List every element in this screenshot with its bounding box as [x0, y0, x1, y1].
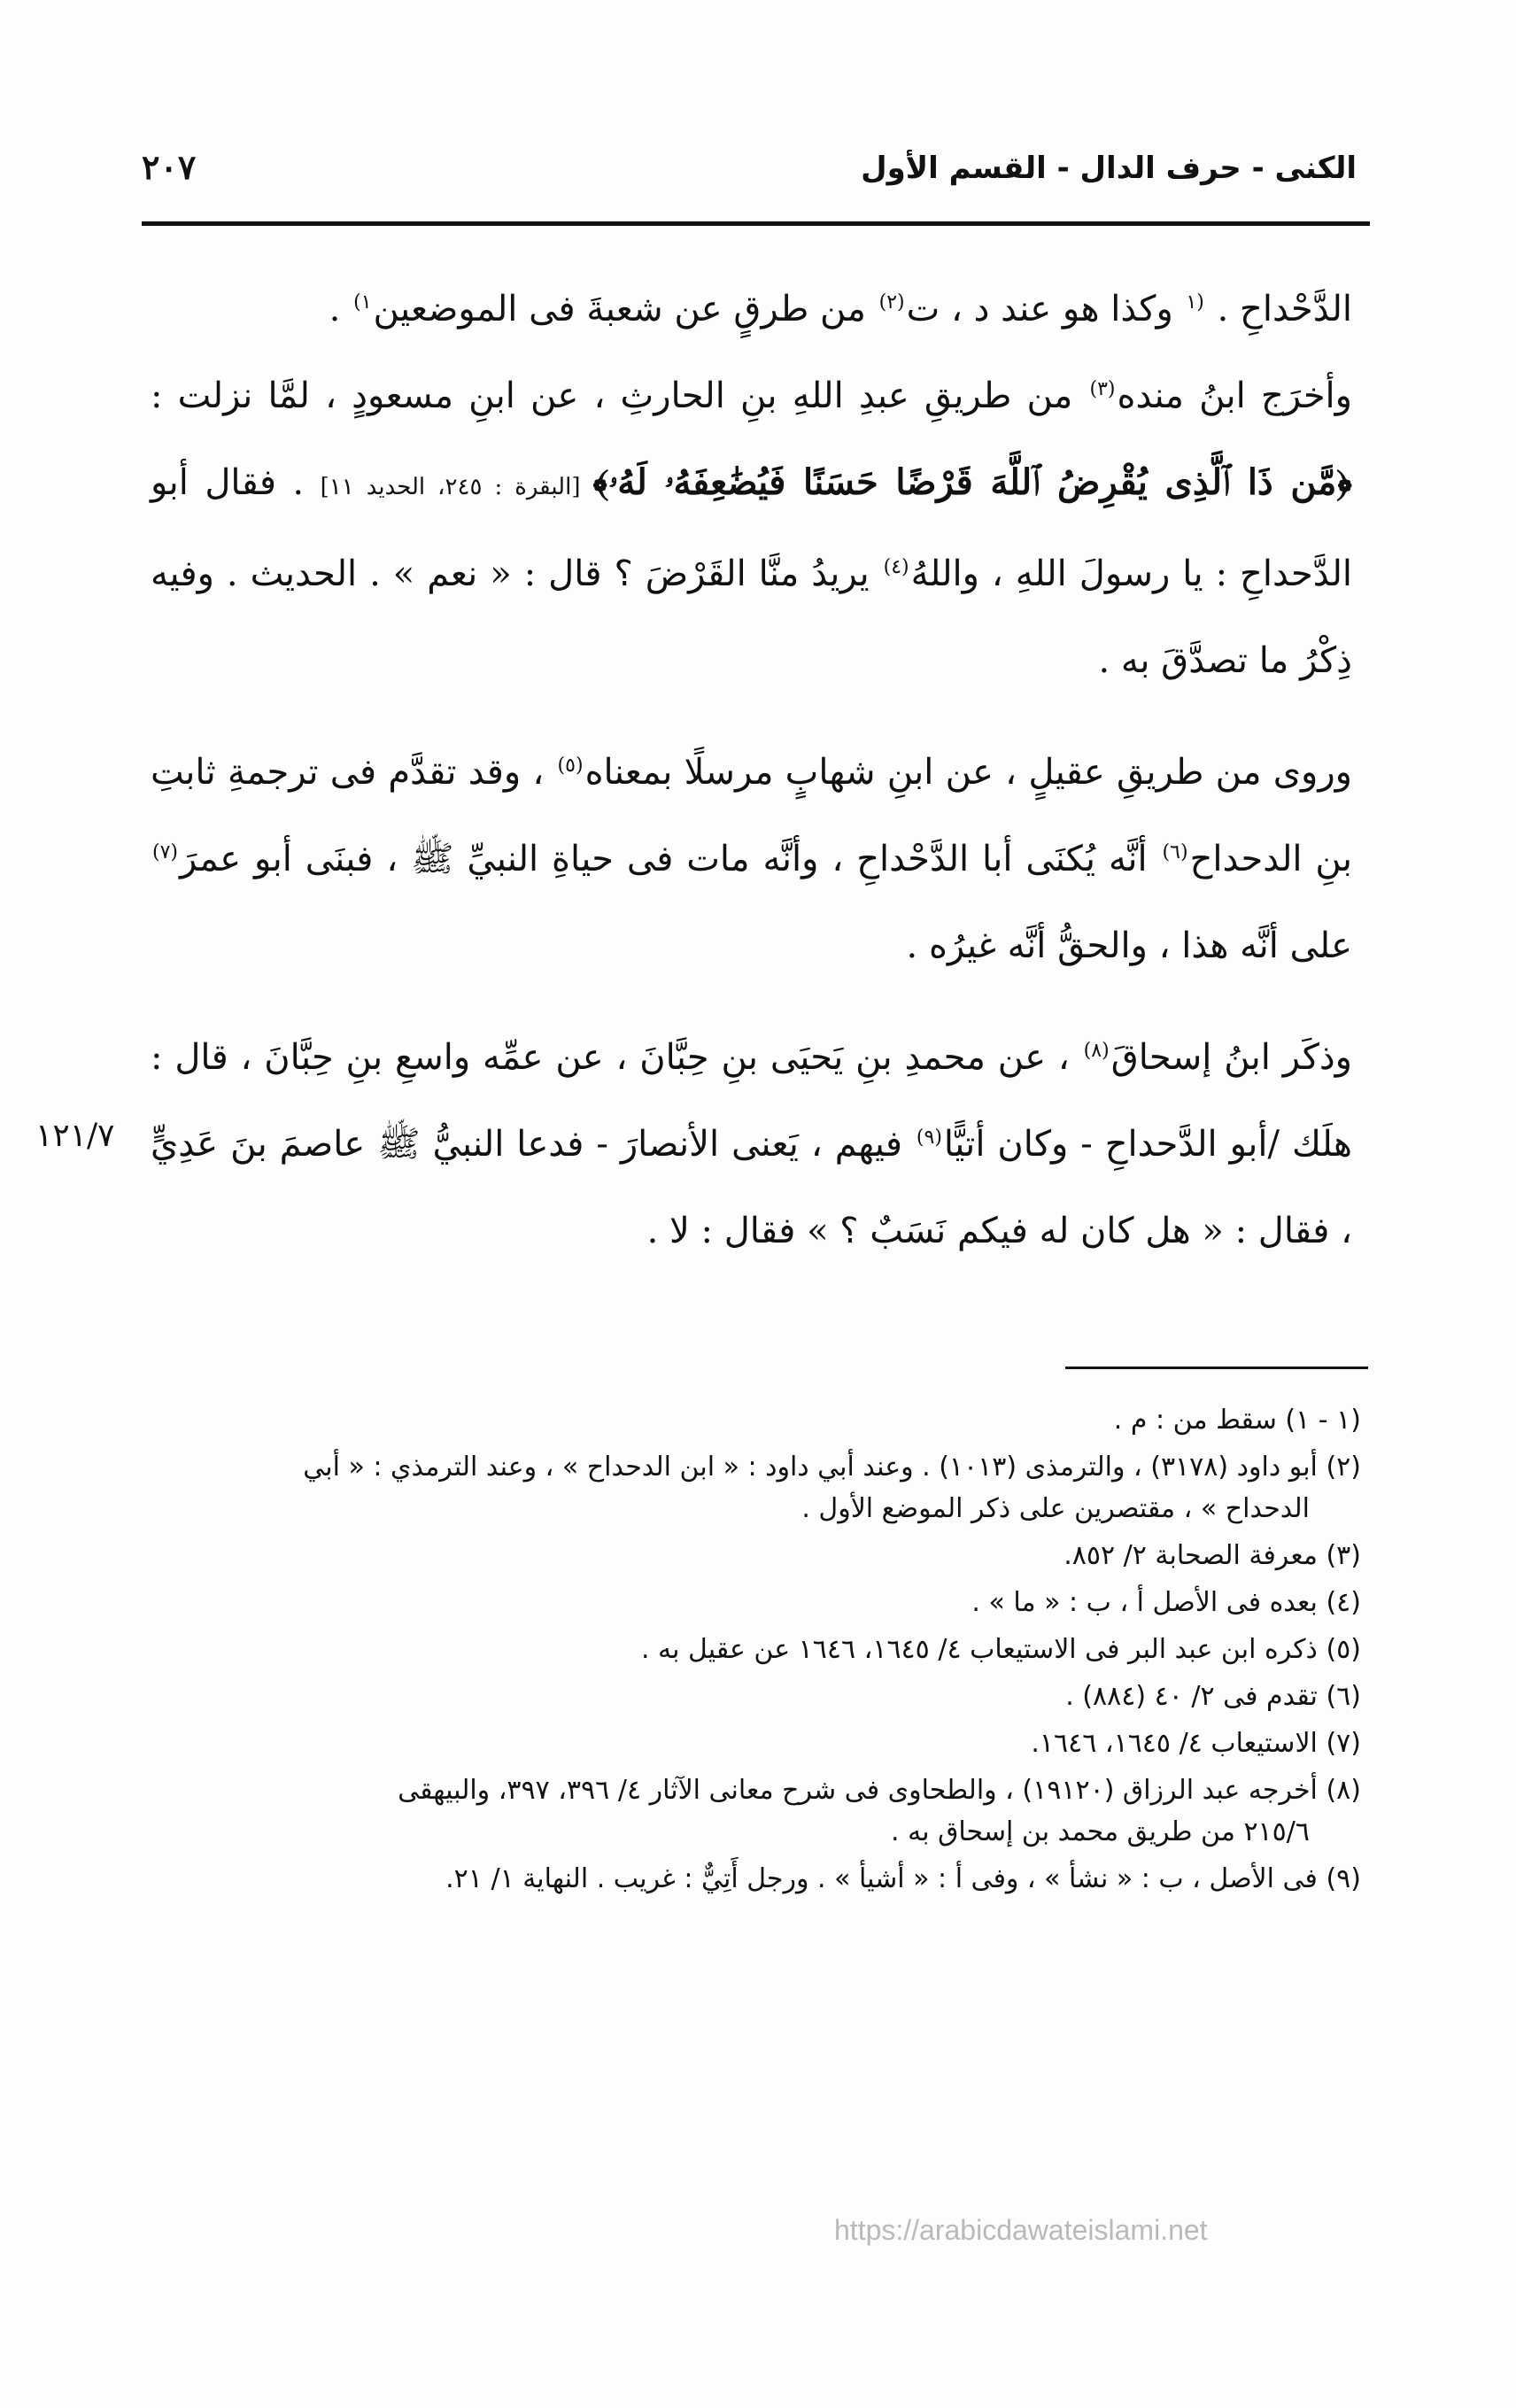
- footnote-marker: (٢): [878, 290, 905, 314]
- paragraph-4: [151, 1014, 1352, 1274]
- footnote-continuation: ٢١٥/٦ من طريق محمد بن إسحاق به .: [891, 1816, 1310, 1847]
- footnote: [164, 1769, 1361, 1853]
- footnote: [164, 1446, 1361, 1529]
- footnote-marker: ١): [353, 290, 372, 314]
- footnote-marker: (٦): [1162, 840, 1188, 863]
- footnote-text: سقط من : م .: [1113, 1405, 1277, 1436]
- footnote-text: أخرجه عبد الرزاق (١٩١٢٠) ، والطحاوى فى شرح معانى الآثار ٤/ ٣٩٦، ٣٩٧، والبيهقى: [398, 1775, 1318, 1806]
- watermark-url: https://arabicdawateislami.net: [834, 2214, 1208, 2246]
- footnote-marker: (١: [1186, 290, 1204, 314]
- text-run: .: [329, 289, 352, 329]
- footnote-text: معرفة الصحابة ٢/ ٨٥٢.: [1064, 1540, 1318, 1571]
- text-run: من طريقِ عبدِ اللهِ بنِ الحارثِ ، عن ابنِ مسعودٍ ، لمَّا نزلت :: [151, 376, 1088, 416]
- paragraph-1: [151, 266, 1352, 352]
- text-run: وكذا هو عند د ، ت: [906, 289, 1185, 329]
- footnote: [164, 1535, 1361, 1576]
- text-run: ، وقد تقدَّم فى ترجمةِ ثابتِ بنِ الدحداح: [151, 752, 1353, 879]
- footnote-number: (٣): [1326, 1540, 1361, 1571]
- footnote-marker: (٣): [1089, 377, 1116, 400]
- footnote-number: (٥): [1326, 1634, 1361, 1665]
- footnote-number: (٢): [1326, 1452, 1361, 1483]
- footnote-number: (٦): [1326, 1681, 1361, 1712]
- footnote: [164, 1629, 1361, 1670]
- text-run: يريدُ منَّا القَرْضَ ؟ قال : « نعم » . الحديث . وفيه ذِكْرُ ما تصدَّقَ به .: [151, 554, 1352, 681]
- footnote-number: (٩): [1326, 1863, 1361, 1894]
- text-run: أنَّه يُكنَى أبا الدَّحْداحِ ، وأنَّه مات فى حياةِ النبيِّ ﷺ ، فبنَى أبو عمرَ: [180, 839, 1161, 879]
- footnote-text: الاستيعاب ٤/ ١٦٤٥، ١٦٤٦.: [1031, 1728, 1318, 1759]
- text-run: وروى من طريقِ عقيلٍ ، عن ابنِ شهابٍ مرسلًا بمعناه: [584, 752, 1352, 793]
- margin-reference: ١٢١/٧: [35, 1118, 115, 1154]
- footnote-text: أبو داود (٣١٧٨) ، والترمذى (١٠١٣) . وعند أبي داود : « ابن الدحداح » ، وعند الترمذي : « أبي: [303, 1452, 1318, 1483]
- verse-citation: [البقرة : ٢٤٥، الحديد ١١]: [320, 474, 593, 500]
- footnote: [164, 1723, 1361, 1764]
- footnote-marker: (٤): [883, 555, 909, 578]
- paragraph-2: [151, 352, 1352, 704]
- footnote-text: ذكره ابن عبد البر فى الاستيعاب ٤/ ١٦٤٥، ١٦٤٦ عن عقيل به .: [640, 1634, 1318, 1665]
- text-run: . فقال أبو الدَّحداحِ : يا رسولَ اللهِ ، واللهُ: [151, 462, 1352, 594]
- footnote: [164, 1676, 1361, 1717]
- text-run: من طرقٍ عن شعبةَ فى الموضعين: [373, 289, 878, 329]
- text-run: الدَّحْداحِ .: [1205, 289, 1352, 329]
- footnote-number: (٤): [1326, 1587, 1361, 1618]
- footnote: [164, 1399, 1361, 1441]
- text-run: ، عن محمدِ بنِ يَحيَى بنِ حِبَّانَ ، عن عمِّه واسعِ بنِ حِبَّانَ ، قال : هلَك /أبو الدَّحداحِ - وكان أتيًّا: [151, 1037, 1353, 1165]
- main-text: [151, 266, 1352, 1274]
- footnote: [164, 1582, 1361, 1623]
- footnote-separator: [1065, 1367, 1368, 1369]
- footnote-marker: (٩): [916, 1126, 942, 1149]
- footnote-continuation: الدحداح » ، مقتصرين على ذكر الموضع الأول .: [801, 1493, 1310, 1524]
- footnote-number: (١ - ١): [1285, 1405, 1361, 1436]
- footnote-number: (٧): [1326, 1728, 1361, 1759]
- text-run: وذكَر ابنُ إسحاقَ: [1110, 1037, 1352, 1078]
- page-header: [133, 142, 1383, 213]
- footnote-text: بعده فى الأصل أ ، ب : « ما » .: [971, 1587, 1318, 1618]
- text-run: فيهم ، يَعنى الأنصارَ - فدعا النبيُّ ﷺ عاصمَ بنَ عَدِيٍّ ، فقال : « هل كان له فيكم نَسَبٌ ؟ » فقال : لا .: [151, 1124, 1352, 1251]
- text-run: وأخرَج ابنُ منده: [1117, 376, 1352, 416]
- footnote-marker: (٨): [1083, 1039, 1110, 1062]
- footnote-marker: (٧): [152, 840, 179, 863]
- footnote-number: (٨): [1326, 1775, 1361, 1806]
- footnote-marker: (٥): [557, 754, 584, 777]
- quran-verse: ﴿مَّن ذَا ٱلَّذِى يُقْرِضُ ٱللَّهَ قَرْضًا حَسَنًا فَيُضَٰعِفَهُۥ لَهُۥ﴾: [592, 461, 1353, 503]
- page-number: ٢٠٧: [142, 147, 197, 187]
- header-rule: [142, 221, 1370, 226]
- footnote-text: فى الأصل ، ب : « نشأ » ، وفى أ : « أشيأ » . ورجل أَتِيٌّ : غريب . النهاية ١/ ٢١.: [445, 1863, 1318, 1894]
- paragraph-3: [151, 729, 1352, 989]
- footnotes: [164, 1399, 1361, 1905]
- footnote-text: تقدم فى ٢/ ٤٠ (٨٨٤) .: [1065, 1681, 1318, 1712]
- footnote: [164, 1858, 1361, 1900]
- text-run: على أنَّه هذا ، والحقُّ أنَّه غيرُه .: [906, 925, 1352, 966]
- running-title: الكنى - حرف الدال - القسم الأول: [861, 151, 1357, 186]
